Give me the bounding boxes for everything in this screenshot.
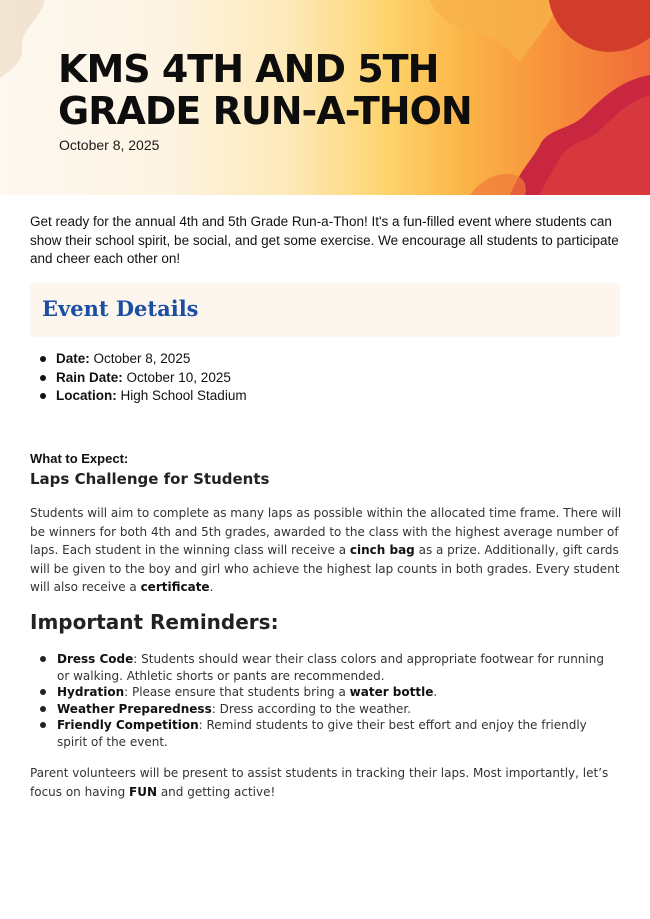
bullet-icon: [40, 689, 46, 695]
detail-label: Date:: [56, 351, 90, 366]
what-to-expect-label: What to Expect:: [30, 451, 129, 466]
fun-text: FUN: [129, 784, 158, 799]
list-item: [40, 651, 620, 684]
reminder-text: : Please ensure that students bring a: [124, 685, 350, 700]
bullet-icon: [40, 722, 46, 728]
bullet-icon: [40, 706, 46, 712]
reminder-text: : Remind students to give their best effort and enjoy the friendly spirit of the event.: [57, 718, 587, 749]
header-banner: [0, 0, 650, 195]
reminder-label: Friendly Competition: [57, 718, 199, 733]
event-details-header: [30, 283, 620, 337]
detail-value: October 8, 2025: [89, 351, 191, 366]
event-details-list: [40, 350, 247, 406]
top-right-circle: [548, 0, 650, 52]
list-item: [40, 387, 247, 406]
bullet-icon: [40, 656, 46, 662]
title-line-1: KMS 4TH AND 5TH: [58, 47, 439, 91]
bottom-right-swirl: [470, 174, 526, 195]
laps-challenge-paragraph: [30, 504, 625, 597]
detail-label: Rain Date:: [56, 369, 123, 385]
list-item: [40, 717, 620, 750]
detail-value: High School Stadium: [116, 388, 247, 403]
event-details-title: Event Details: [42, 296, 199, 321]
bullet-icon: [40, 375, 46, 381]
cinch-bag-text: cinch bag: [349, 543, 415, 557]
detail-value: October 10, 2025: [122, 369, 231, 385]
list-item: [40, 350, 247, 369]
reminder-text: : Students should wear their class colors and appropriate footwear for running or walking. Athletic shorts or pants are recommended.: [57, 652, 604, 683]
reminder-label: Dress Code: [57, 652, 134, 666]
laps-challenge-title: Laps Challenge for Students: [30, 470, 270, 488]
event-date: October 8, 2025: [59, 137, 160, 153]
laps-text-2: as a prize. Additionally, gift cards will be given to the boy and girl who achieve the highest lap counts in both grades. Every student will also receive a: [30, 543, 620, 594]
reminder-text: : Dress according to the weather.: [211, 701, 412, 716]
top-left-blob: [0, 0, 45, 78]
closing-text-2: and getting active!: [157, 784, 276, 799]
list-item: [40, 684, 620, 701]
reminder-label: Hydration: [57, 685, 125, 700]
bullet-icon: [40, 356, 46, 362]
reminder-label: Weather Preparedness: [57, 701, 212, 716]
important-reminders-title: Important Reminders:: [30, 610, 279, 634]
list-item: [40, 701, 620, 718]
bullet-icon: [40, 393, 46, 399]
intro-paragraph: Get ready for the annual 4th and 5th Grade Run-a-Thon! It's a fun-filled event where students can show their school spirit, be social, and get some exercise. We encourage all students to participate and cheer each other on!: [30, 214, 619, 266]
detail-label: Location:: [56, 388, 117, 403]
page-title: [58, 48, 528, 132]
closing-text-1: Parent volunteers will be present to assist students in tracking their laps. Most importantly, let’s focus on having: [30, 766, 609, 799]
laps-text-3: .: [209, 580, 214, 594]
water-bottle-text: water bottle: [349, 685, 434, 700]
laps-text-1: Students will aim to complete as many laps as possible within the allocated time frame. There will be winners for both 4th and 5th grades, awarded to the class with the highest average number of laps. Each student in the winning class will receive a: [30, 506, 622, 557]
closing-paragraph: [30, 764, 625, 801]
title-line-2: GRADE RUN-A-THON: [58, 89, 472, 133]
list-item: [40, 369, 247, 388]
certificate-text: certificate: [140, 580, 210, 594]
reminders-list: [40, 651, 620, 751]
reminder-end: .: [433, 685, 438, 700]
